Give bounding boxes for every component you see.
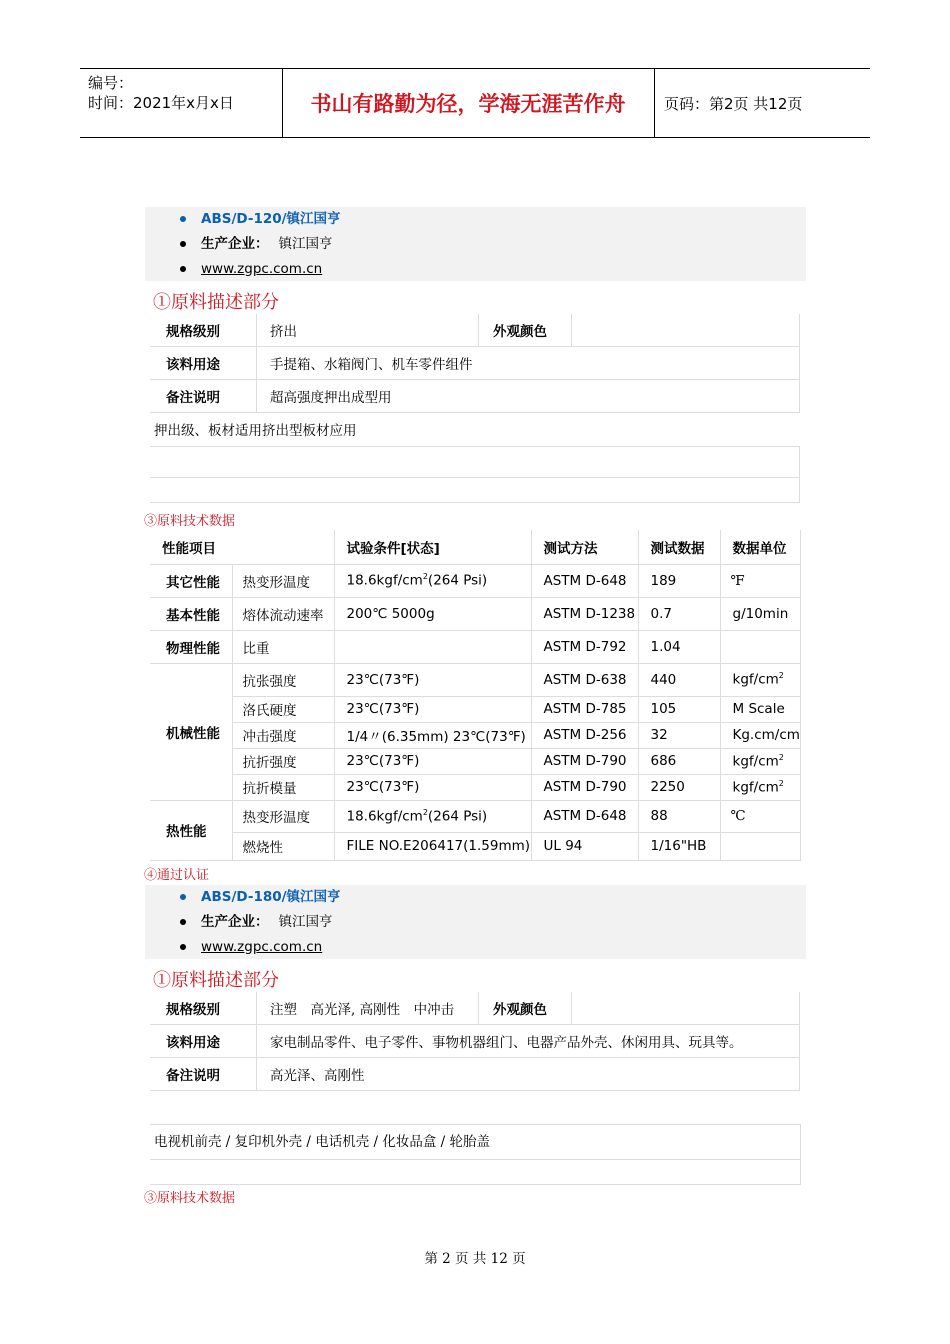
- remark-value: 高光泽、高刚性: [257, 1058, 800, 1091]
- row-condition: 23℃(73℉): [334, 696, 531, 722]
- row-method: ASTM D-790: [531, 774, 638, 800]
- row-item: 燃烧性: [232, 832, 334, 860]
- table-row: [150, 564, 800, 597]
- header-value: 测试数据: [638, 530, 720, 564]
- color-label: 外观颜色: [479, 314, 572, 347]
- maker-label: 生产企业：: [201, 236, 269, 252]
- use-label: 该料用途: [150, 347, 257, 380]
- product-title[interactable]: ABS/D-120/镇江国亨: [201, 211, 341, 227]
- row-unit: Kg.cm/cm: [720, 722, 800, 748]
- row-item: 冲击强度: [232, 722, 334, 748]
- grade-value: 挤出: [257, 314, 479, 347]
- header-item: 性能项目: [150, 530, 334, 564]
- row-category: 基本性能: [150, 597, 232, 630]
- row-condition: 200℃ 5000g: [334, 597, 531, 630]
- table-row: [150, 832, 800, 860]
- row-unit: [720, 832, 800, 860]
- row-method: ASTM D-792: [531, 630, 638, 663]
- extra-note-block: [150, 416, 800, 503]
- row-unit: kgf/$cm^2$: [720, 663, 800, 696]
- row-value: 2250: [638, 774, 720, 800]
- section-title-description: ①原料描述部分: [153, 292, 279, 313]
- remark-label: 备注说明: [150, 380, 257, 413]
- use-label: 该料用途: [150, 1025, 257, 1058]
- row-item: 抗折模量: [232, 774, 334, 800]
- color-value: [572, 992, 800, 1025]
- grade-label: 规格级别: [150, 314, 257, 347]
- row-method: ASTM D-648: [531, 564, 638, 597]
- row-category: 机械性能: [150, 663, 232, 800]
- description-table: [150, 314, 800, 413]
- description-table: [150, 992, 800, 1091]
- header-meta: [88, 73, 234, 113]
- remark-value: 超高强度押出成型用: [257, 380, 800, 413]
- bullet-icon: [180, 944, 186, 950]
- row-condition: 23℃(73℉): [334, 663, 531, 696]
- row-item: 比重: [232, 630, 334, 663]
- bullet-icon: [180, 266, 186, 272]
- row-item: 熔体流动速率: [232, 597, 334, 630]
- row-method: ASTM D-790: [531, 748, 638, 774]
- header-condition: 试验条件[状态]: [334, 530, 531, 564]
- color-value: [572, 314, 800, 347]
- grade-value: 注塑 高光泽, 高刚性 中冲击: [257, 992, 479, 1025]
- use-value: 家电制品零件、电子零件、事物机器组门、电器产品外壳、休闲用具、玩具等。: [257, 1025, 800, 1058]
- bullet-icon: [180, 919, 186, 925]
- row-value: 105: [638, 696, 720, 722]
- grade-label: 规格级别: [150, 992, 257, 1025]
- product-info-block: [145, 207, 806, 281]
- table-row: [150, 597, 800, 630]
- row-condition: 23℃(73℉): [334, 748, 531, 774]
- product-title[interactable]: ABS/D-180/镇江国亨: [201, 889, 341, 905]
- number-label: 编号：: [88, 74, 134, 92]
- row-value: 0.7: [638, 597, 720, 630]
- website-link[interactable]: www.zgpc.com.cn: [201, 939, 323, 955]
- note-row: [150, 446, 799, 477]
- maker-value: 镇江国亨: [278, 236, 333, 252]
- remark-label: 备注说明: [150, 1058, 257, 1091]
- row-unit: ℃: [720, 800, 800, 832]
- row-unit: kgf/$cm^2$: [720, 748, 800, 774]
- website-link[interactable]: www.zgpc.com.cn: [201, 261, 323, 277]
- header-method: 测试方法: [531, 530, 638, 564]
- extra-note-block: [150, 1124, 801, 1185]
- row-condition: FILE NO.E206417(1.59mm): [334, 832, 531, 860]
- row-value: 1.04: [638, 630, 720, 663]
- row-unit: g/10min: [720, 597, 800, 630]
- row-item: 洛氏硬度: [232, 696, 334, 722]
- product-title-item: [145, 207, 806, 232]
- row-method: UL 94: [531, 832, 638, 860]
- product-title-item: [145, 885, 806, 910]
- table-row: [150, 774, 800, 800]
- row-value: 1/16"HB: [638, 832, 720, 860]
- row-method: ASTM D-785: [531, 696, 638, 722]
- row-method: ASTM D-1238: [531, 597, 638, 630]
- product-website-item: [145, 257, 806, 282]
- product-website-item: [145, 935, 806, 960]
- section-title-tech: ③原料技术数据: [144, 1191, 236, 1206]
- page-footer: 第 2 页 共 12 页: [424, 1251, 526, 1267]
- note-row: [150, 1159, 800, 1185]
- row-condition: 1/4〃(6.35mm) 23℃(73℉): [334, 722, 531, 748]
- row-condition: $18.6kgf/cm^2(264$ Psi): [334, 800, 531, 832]
- row-item: 热变形温度: [232, 564, 334, 597]
- maker-label: 生产企业：: [201, 914, 269, 930]
- row-item: 热变形温度: [232, 800, 334, 832]
- bullet-icon: [180, 241, 186, 247]
- table-row: [150, 722, 800, 748]
- note-row: [150, 477, 799, 502]
- use-value: 手提箱、水箱阀门、机车零件组件: [257, 347, 800, 380]
- header-motto: 书山有路勤为径，学海无涯苦作舟: [310, 91, 626, 116]
- table-row: [150, 800, 800, 832]
- row-unit: kgf/$cm^2$: [720, 774, 800, 800]
- product-maker-item: [145, 910, 806, 935]
- section-title-certification: ④通过认证: [144, 868, 210, 883]
- bullet-icon: [180, 216, 186, 222]
- row-method: ASTM D-648: [531, 800, 638, 832]
- row-condition: [334, 630, 531, 663]
- row-value: 686: [638, 748, 720, 774]
- row-value: 32: [638, 722, 720, 748]
- row-condition: $18.6kgf/cm^2(264$ Psi): [334, 564, 531, 597]
- row-method: ASTM D-638: [531, 663, 638, 696]
- row-unit: [720, 630, 800, 663]
- row-value: 440: [638, 663, 720, 696]
- row-category: 其它性能: [150, 564, 232, 597]
- row-unit: M Scale: [720, 696, 800, 722]
- page-header: [80, 68, 870, 138]
- header-unit: 数据单位: [720, 530, 800, 564]
- color-label: 外观颜色: [479, 992, 572, 1025]
- table-row: [150, 696, 800, 722]
- extra-note: 押出级、板材适用挤出型板材应用: [154, 423, 357, 439]
- row-condition: 23℃(73℉): [334, 774, 531, 800]
- product-maker-item: [145, 232, 806, 257]
- table-row: [150, 630, 800, 663]
- maker-value: 镇江国亨: [278, 914, 333, 930]
- row-unit: ℉: [720, 564, 800, 597]
- row-category: 物理性能: [150, 630, 232, 663]
- table-row: [150, 663, 800, 696]
- tech-data-table: [150, 530, 801, 861]
- product-info-block: [145, 885, 806, 959]
- section-title-tech: ③原料技术数据: [144, 514, 236, 529]
- note-box: [150, 446, 800, 503]
- extra-note: 电视机前壳 / 复印机外壳 / 电话机壳 / 化妆品盒 / 轮胎盖: [154, 1134, 491, 1150]
- table-row: [150, 748, 800, 774]
- row-item: 抗折强度: [232, 748, 334, 774]
- header-page-info: 页码：第2页 共12页: [664, 94, 803, 113]
- date-label: 时间：2021年x月x日: [88, 94, 234, 112]
- header-divider: [654, 69, 655, 137]
- row-category: 热性能: [150, 800, 232, 860]
- row-value: 88: [638, 800, 720, 832]
- bullet-icon: [180, 894, 186, 900]
- row-item: 抗张强度: [232, 663, 334, 696]
- section-title-description: ①原料描述部分: [153, 970, 279, 991]
- row-value: 189: [638, 564, 720, 597]
- row-method: ASTM D-256: [531, 722, 638, 748]
- table-header-row: [150, 530, 800, 564]
